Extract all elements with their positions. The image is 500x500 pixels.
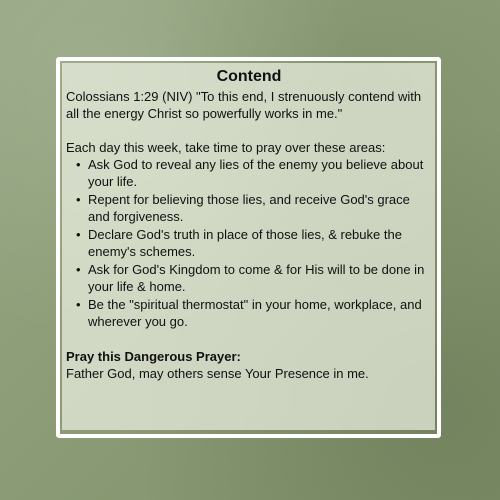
spacer (66, 331, 432, 348)
scripture-verse: Colossians 1:29 (NIV) "To this end, I strenuously contend with all the energy Christ so powerfully works in me." (66, 89, 422, 121)
list-item (76, 226, 432, 260)
list-item (76, 156, 432, 190)
bullet-icon: • (76, 262, 81, 277)
bullet-icon: • (76, 157, 81, 172)
list-item-text: Be the "spiritual thermostat" in your home, workplace, and wherever you go. (88, 297, 422, 329)
card-title: Contend (216, 68, 282, 85)
bullet-icon: • (76, 192, 81, 207)
list-item (76, 191, 432, 225)
prayer-points-list (66, 156, 432, 330)
bullet-icon: • (76, 297, 81, 312)
prayer-heading: Pray this Dangerous Prayer: (66, 349, 241, 364)
list-item-text: Ask for God's Kingdom to come & for His will to be done in your life & home. (88, 262, 425, 294)
list-item-text: Ask God to reveal any lies of the enemy you believe about your life. (88, 157, 424, 189)
list-item-text: Declare God's truth in place of those lies, & rebuke the enemy's schemes. (88, 227, 402, 259)
list-item (76, 296, 432, 330)
list-item-text: Repent for believing those lies, and receive God's grace and forgiveness. (88, 192, 410, 224)
spacer (66, 122, 432, 139)
devotional-card (66, 66, 432, 382)
prayer-intro: Each day this week, take time to pray over these areas: (66, 140, 386, 155)
bullet-icon: • (76, 227, 81, 242)
prayer-text: Father God, may others sense Your Presence in me. (66, 366, 369, 381)
list-item (76, 261, 432, 295)
